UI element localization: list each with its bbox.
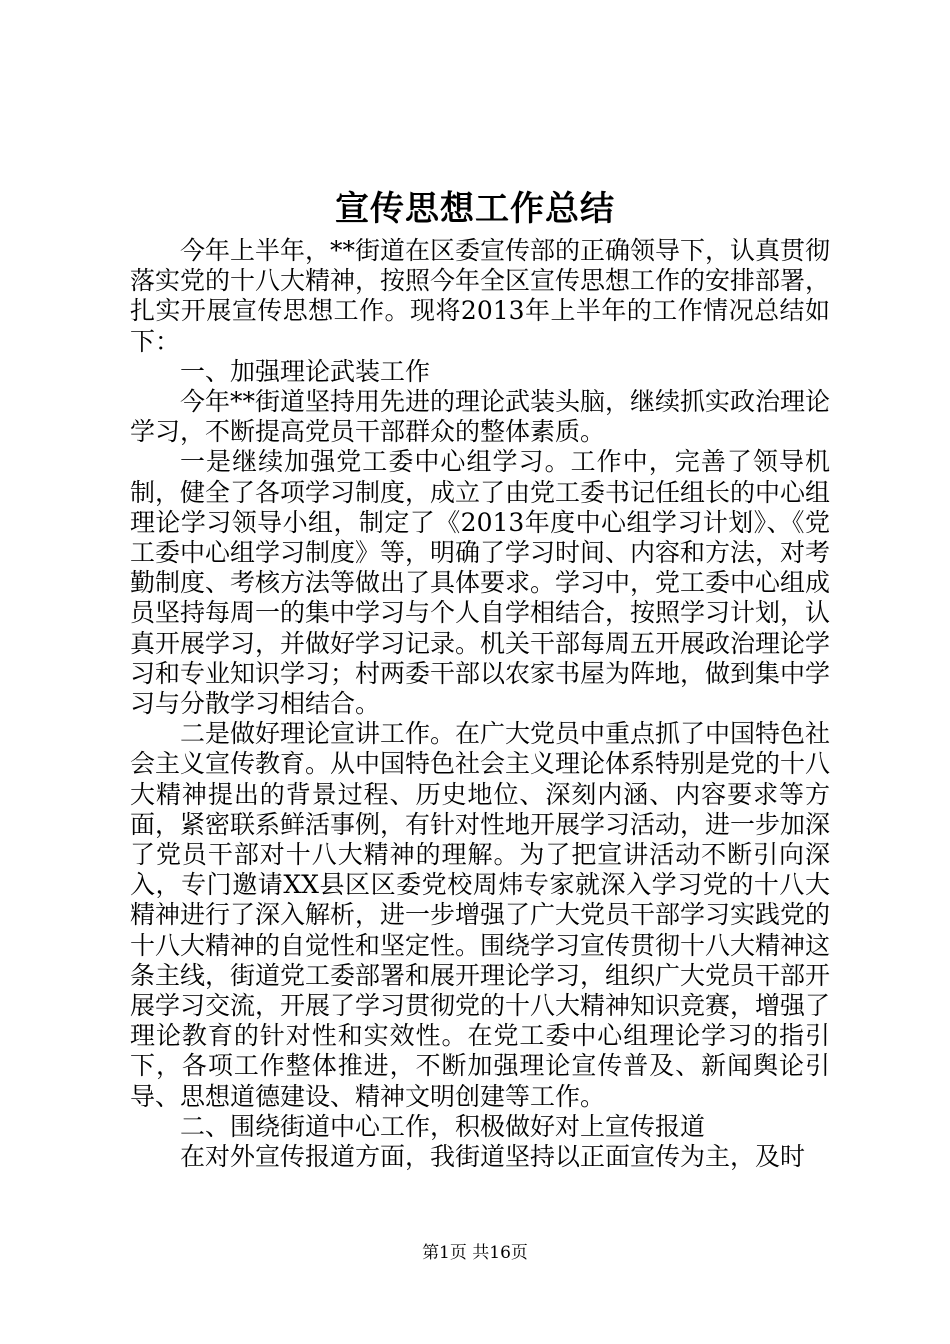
paragraph-study-group: 一是继续加强党工委中心组学习。工作中，完善了领导机制，健全了各项学习制度，成立了由党工委书记任组长的中心组理论学习领导小组，制定了《2013年度中心组学习计划》、《党工委中心组学习制度》等，明确了学习时间、内容和方法，对考勤制度、考核方法等做出了具体要求。学习中，党工委中心组成员坚持每周一的集中学习与个人自学相结合，按照学习计划，认真开展学习，并做好学习记录。机关干部每周五开展政治理论学习和专业知识学习；村两委干部以农家书屋为阵地，做到集中学习与分散学习相结合。 (130, 447, 831, 719)
paragraph-external-publicity: 在对外宣传报道方面，我街道坚持以正面宣传为主，及时 (180, 1142, 806, 1172)
document-title: 宣传思想工作总结 (335, 189, 615, 229)
section-heading-1: 一、加强理论武装工作 (180, 356, 431, 386)
paragraph-intro: 今年上半年，**街道在区委宣传部的正确领导下，认真贯彻落实党的十八大精神，按照今年全区宣传思想工作的安排部署，扎实开展宣传思想工作。现将2013年上半年的工作情况总结如下： (130, 236, 831, 356)
paragraph-theory-lecture: 二是做好理论宣讲工作。在广大党员中重点抓了中国特色社会主义宣传教育。从中国特色社会主义理论体系特别是党的十八大精神提出的背景过程、历史地位、深刻内涵、内容要求等方面，紧密联系鲜活事例，有针对性地开展学习活动，进一步加深了党员干部对十八大精神的理解。为了把宣讲活动不断引向深入，专门邀请XX县区区委党校周炜专家就深入学习党的十八大精神进行了深入解析，进一步增强了广大党员干部学习实践党的十八大精神的自觉性和坚定性。围绕学习宣传贯彻十八大精神这条主线，街道党工委部署和展开理论学习，组织广大党员干部开展学习交流，开展了学习贯彻党的十八大精神知识竞赛，增强了理论教育的针对性和实效性。在党工委中心组理论学习的指引下，各项工作整体推进，不断加强理论宣传普及、新闻舆论引导、思想道德建设、精神文明创建等工作。 (130, 719, 831, 1111)
paragraph-theory-intro: 今年**街道坚持用先进的理论武装头脑，继续抓实政治理论学习，不断提高党员干部群众的整体素质。 (130, 387, 831, 447)
page-number-footer: 第1页 共16页 (422, 1243, 528, 1263)
document-body (130, 236, 830, 1172)
section-heading-2: 二、围绕街道中心工作，积极做好对上宣传报道 (180, 1111, 706, 1141)
